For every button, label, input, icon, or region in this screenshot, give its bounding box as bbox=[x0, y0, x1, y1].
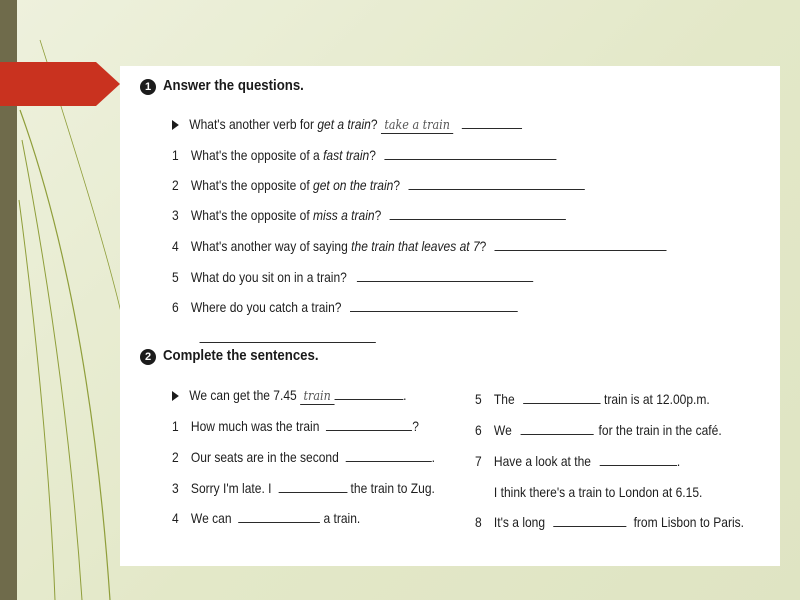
answer-blank bbox=[238, 510, 320, 523]
answer-blank bbox=[599, 453, 676, 466]
exercise-2-item: 6 We for the train in the café. bbox=[475, 422, 722, 438]
exercise-1-item: 4 What's another way of saying the train that leaves at 7? bbox=[172, 238, 667, 254]
exercise-1-title: Answer the questions. bbox=[163, 77, 304, 94]
red-arrow-tab bbox=[0, 62, 120, 106]
answer-blank bbox=[278, 480, 347, 493]
exercise-1-item: 1 What's the opposite of a fast train? bbox=[172, 147, 556, 163]
exercise-2-item: 8 It's a long from Lisbon to Paris. bbox=[475, 514, 744, 530]
exercise-1-item bbox=[172, 330, 376, 346]
answer-blank bbox=[495, 238, 667, 251]
exercise-2-item: I think there's a train to London at 6.15. bbox=[493, 484, 703, 500]
exercise-1-example: What's another verb for get a train? take a train bbox=[172, 116, 522, 133]
answer-blank bbox=[326, 418, 412, 431]
answer-blank bbox=[199, 330, 375, 343]
exercise-1-item: 6 Where do you catch a train? bbox=[172, 299, 518, 315]
answer-blank bbox=[462, 116, 522, 129]
handwritten-answer: train bbox=[300, 389, 334, 405]
exercise-2-item: 4 We can a train. bbox=[172, 510, 361, 526]
answer-blank bbox=[334, 387, 403, 400]
handwritten-answer: take a train bbox=[381, 118, 453, 134]
exercise-1-item: 2 What's the opposite of get on the train? bbox=[172, 177, 585, 193]
answer-blank bbox=[554, 514, 627, 527]
answer-blank bbox=[357, 269, 533, 282]
bullet-triangle-icon bbox=[172, 120, 179, 130]
answer-blank bbox=[350, 299, 518, 312]
exercise-2-example: We can get the 7.45 train . bbox=[172, 387, 406, 404]
exercise-1-item: 3 What's the opposite of miss a train? bbox=[172, 207, 566, 223]
exercise-2-item: 7 Have a look at the . bbox=[475, 453, 681, 469]
answer-blank bbox=[520, 422, 593, 435]
answer-blank bbox=[409, 177, 585, 190]
exercise-2-item: 5 The train is at 12.00p.m. bbox=[475, 391, 710, 407]
answer-blank bbox=[384, 147, 556, 160]
answer-blank bbox=[390, 207, 566, 220]
worksheet bbox=[120, 66, 780, 566]
exercise-1-number: 1 bbox=[140, 79, 156, 95]
exercise-2-title: Complete the sentences. bbox=[163, 347, 319, 364]
bullet-triangle-icon bbox=[172, 391, 179, 401]
exercise-2-item: 1 How much was the train ? bbox=[172, 418, 419, 434]
exercise-1-item: 5 What do you sit on in a train? bbox=[172, 269, 533, 285]
answer-blank bbox=[346, 449, 432, 462]
exercise-2-item: 3 Sorry I'm late. I the train to Zug. bbox=[172, 480, 435, 496]
exercise-2-number: 2 bbox=[140, 349, 156, 365]
answer-blank bbox=[523, 391, 600, 404]
exercise-2-item: 2 Our seats are in the second . bbox=[172, 449, 435, 465]
